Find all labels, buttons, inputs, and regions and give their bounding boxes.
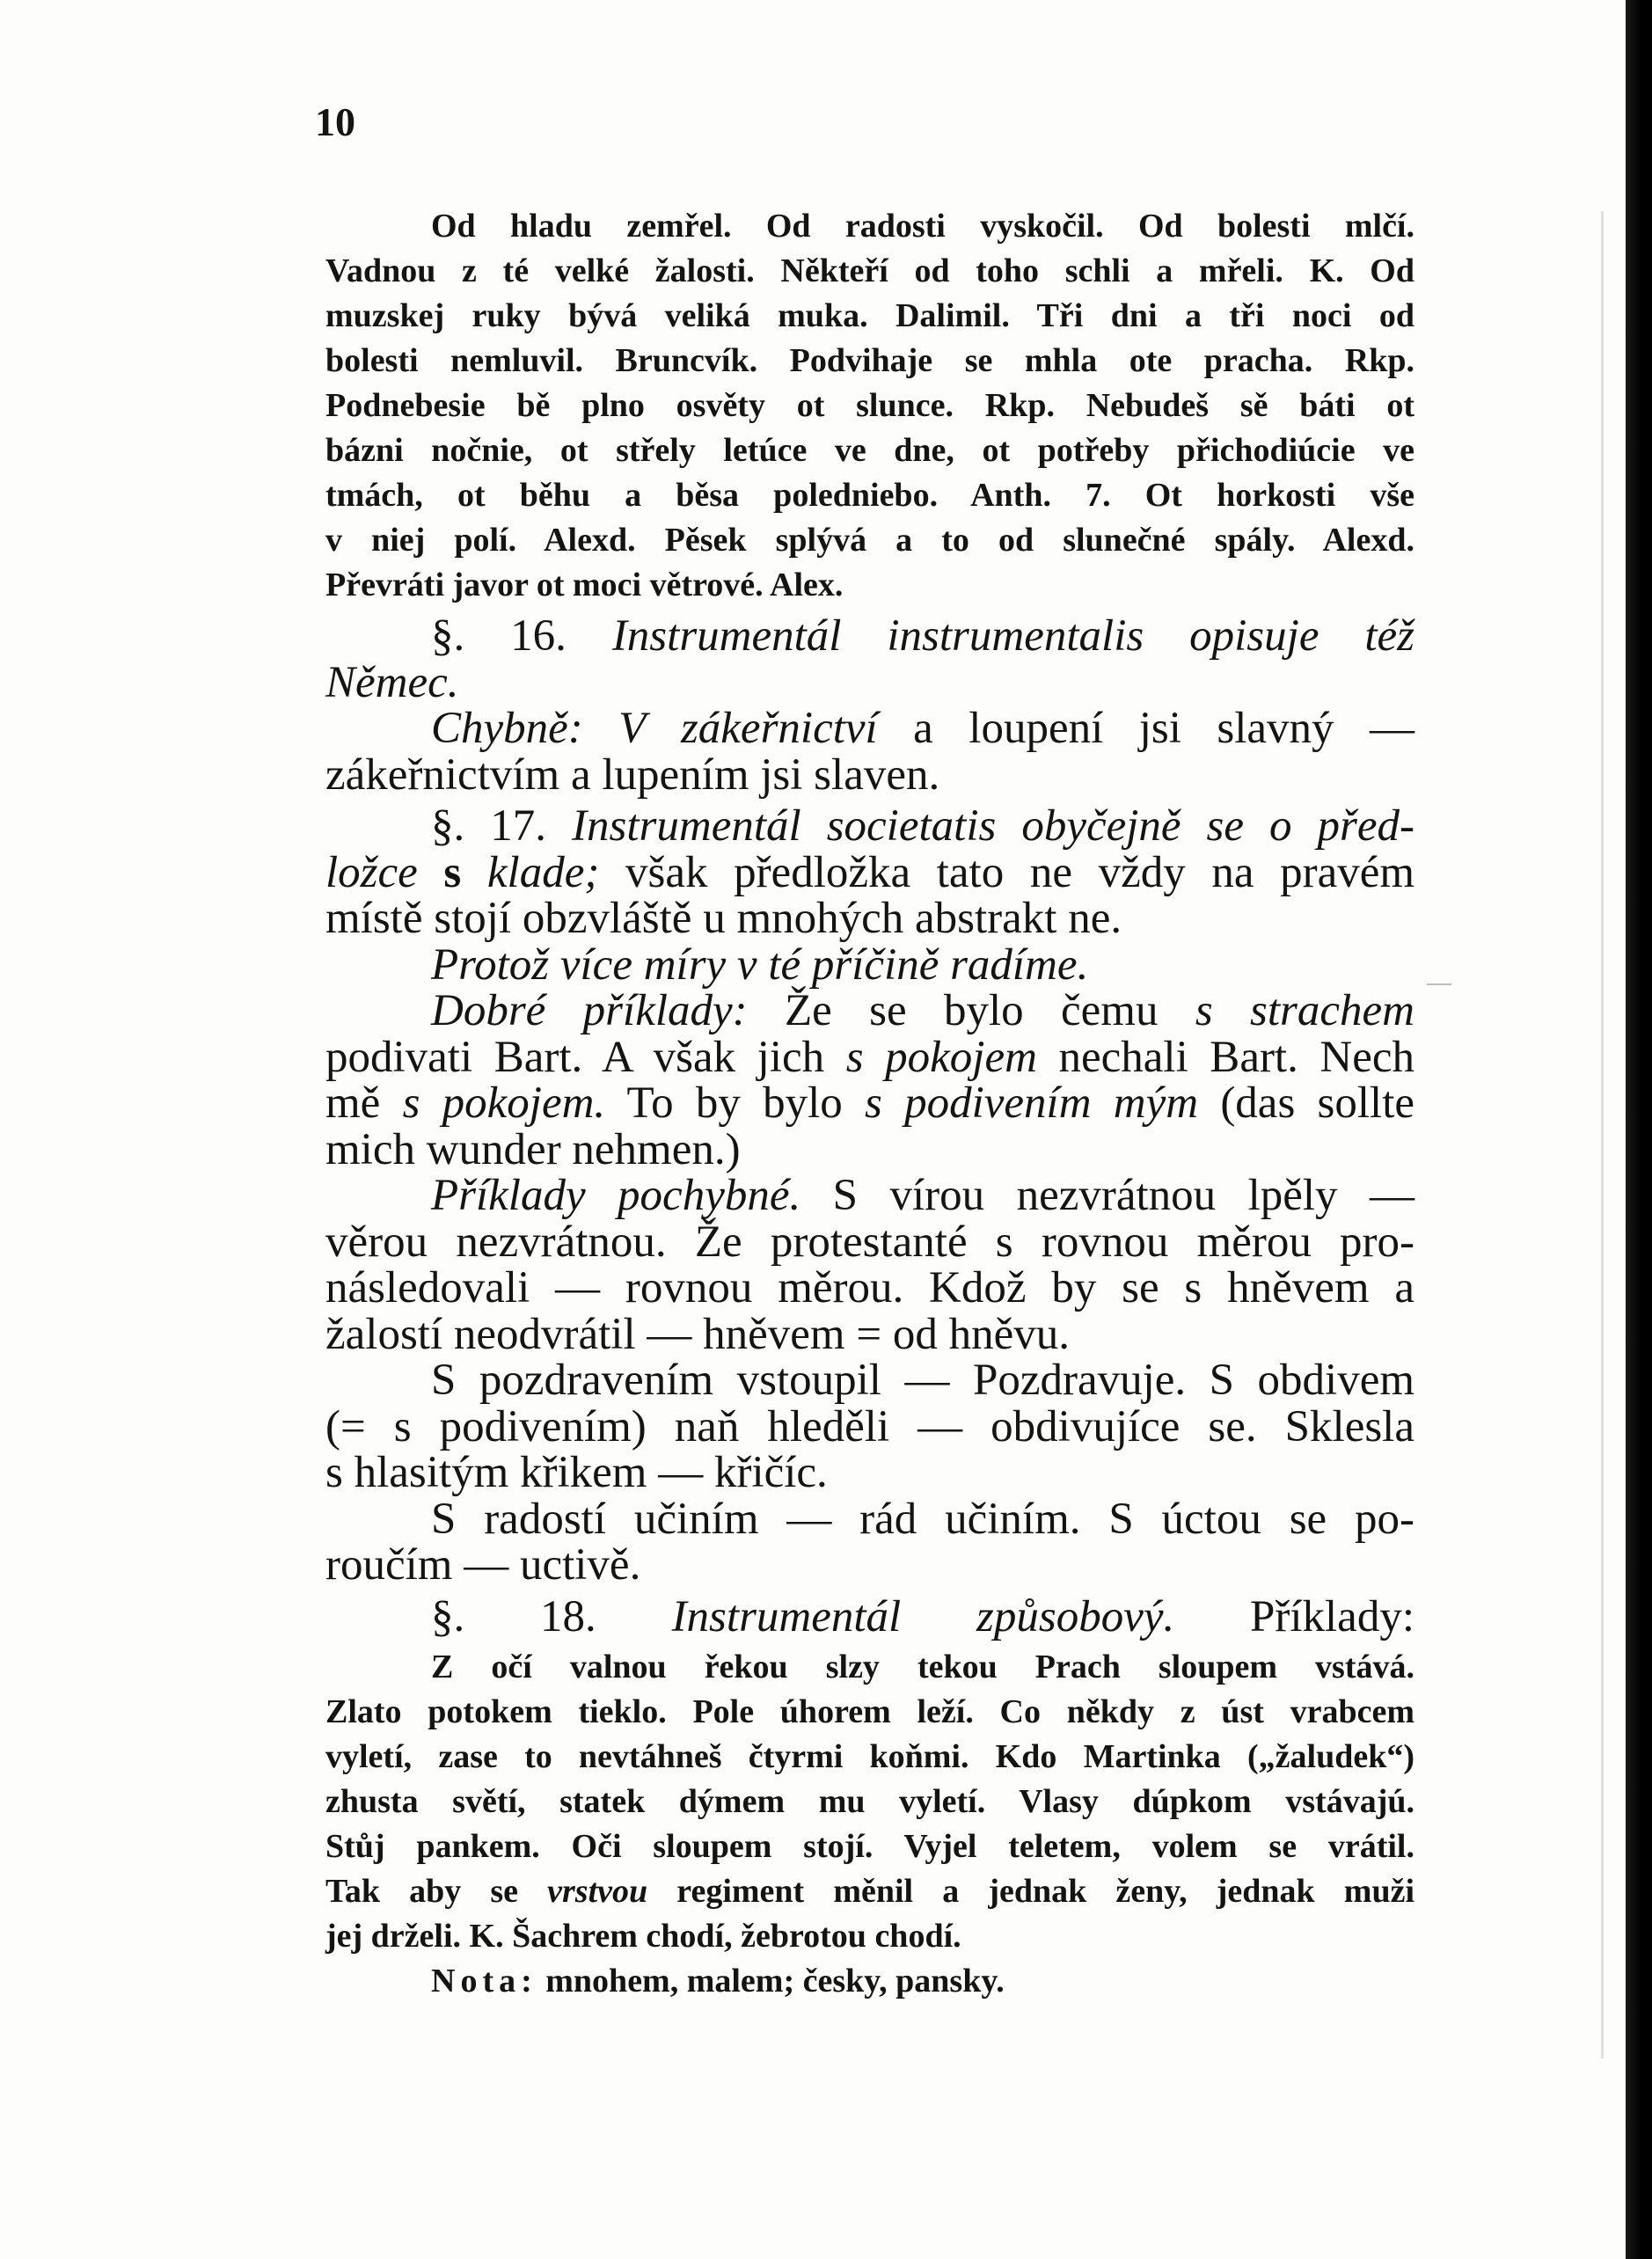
text-line: jej drželi. K. Šachrem chodí, žebrotou chodí. (325, 1918, 961, 1955)
example-list (325, 1645, 1414, 2004)
section-18 (325, 1591, 1415, 2005)
section-number: §. 16. (431, 611, 567, 661)
greeting-examples: S pozdravením vstoupil — Pozdravuje. S obdivem (431, 1356, 1414, 1405)
wrong-example-cont: zákeřnictvím a lupením jsi slaven. (325, 749, 940, 800)
section-heading: §. 18. Instrumentál způsobový. Příklady: (431, 1591, 1414, 1641)
text-line: Podnebesie bě plno osvěty ot slunce. Rkp. Nebudeš sě báti ot (325, 387, 1414, 424)
section-number: §. 17. (431, 801, 547, 851)
text-line: v niej polí. Alexd. Pěsek splývá a to od slunečné spály. Alexd. (325, 522, 1414, 559)
greeting-examples-cont: s hlasitým křikem — křičíc. (325, 1448, 828, 1497)
page-number: 10 (315, 99, 355, 144)
text-line: vyletí, zase to nevtáhneš čtyrmi koňmi. Kdo Martinka („žaludek“) (325, 1738, 1414, 1775)
joy-examples: S radostí učiním — rád učiním. S úctou se po- (431, 1494, 1414, 1544)
page-binding-edge (1626, 0, 1652, 2259)
doubtful-examples-cont: následovali — rovnou měrou. Kdož by se s hněvem a (325, 1263, 1414, 1312)
section-heading-cont: místě stojí obzvláště u mnohých abstrakt ne. (325, 894, 1122, 943)
text-line: bázni nočnie, ot střely letúce ve dne, ot potřeby přichodiúcie ve (325, 432, 1414, 469)
text-line: Vadnou z té velké žalosti. Někteří od toho schli a mřeli. K. Od (325, 252, 1414, 289)
text-line: zhusta světí, statek dýmem mu vyletí. Vlasy dúpkom vstávajú. (325, 1783, 1414, 1820)
section-17 (325, 803, 1414, 1589)
text-line: muzskej ruky bývá veliká muka. Dalimil. Tři dni a tři noci od (325, 297, 1414, 334)
greeting-examples-cont: (= s podivením) naň hleděli — obdivujíce se. Sklesla (325, 1401, 1414, 1451)
text-line: Převráti javor ot moci větrové. Alex. (325, 567, 844, 603)
good-examples-cont: podivati Bart. A však jich s pokojem nechali Bart. Nech (325, 1032, 1415, 1082)
example-paragraph-ablative (325, 204, 1414, 608)
good-examples-cont: mě s pokojem. To by bylo s podivením mým (das sollte (325, 1078, 1415, 1128)
section-heading-cont: Němec. (325, 657, 459, 707)
section-heading: §. 16. Instrumentál instrumentalis opisuje též (431, 611, 1415, 661)
section-heading-cont: ložce s klade; však předložka tato ne vždy na pravém (325, 847, 1415, 897)
section-heading: §. 17. Instrumentál societatis obyčejně se o před- (431, 801, 1415, 851)
good-examples: Dobré příklady: Že se bylo čemu s strachem (431, 986, 1414, 1035)
text-line: tmách, ot běhu a běsa poledniebo. Anth. 7. Ot horkosti vše (325, 477, 1414, 514)
doubtful-examples-cont: věrou nezvrátnou. Že protestanté s rovnou měrou pro- (325, 1217, 1414, 1267)
text-line: Stůj pankem. Oči sloupem stojí. Vyjel teletem, volem se vrátil. (325, 1828, 1414, 1865)
scan-artifact-mark (1427, 983, 1451, 985)
text-line: Zlato potokem tieklo. Pole úhorem leží. Co někdy z úst vrabcem (325, 1693, 1414, 1730)
good-examples-cont: mich wunder nehmen.) (325, 1124, 741, 1174)
section-number: §. 18. (431, 1591, 596, 1641)
doubtful-examples-cont: žalostí neodvrátil — hněvem = od hněvu. (325, 1309, 1070, 1359)
nota-line: Nota: mnohem, malem; česky, pansky. (431, 1963, 1005, 1999)
scan-artifact-mark (1601, 211, 1604, 2058)
text-line: bolesti nemluvil. Bruncvík. Podvihaje se mhla ote pracha. Rkp. (325, 342, 1414, 379)
text-line: Od hladu zemřel. Od radosti vyskočil. Od bolesti mlčí. (431, 208, 1414, 245)
text-line: Tak aby se vrstvou regiment měnil a jednak ženy, jednak muži (325, 1873, 1415, 1910)
wrong-example: Chybně: V zákeřnictví a loupení jsi slavný — (431, 704, 1414, 753)
section-16 (325, 613, 1414, 798)
joy-examples-cont: roučím — uctivě. (325, 1540, 641, 1590)
page-body (325, 204, 1414, 2004)
recommendation-line: Protož více míry v té příčině radíme. (431, 939, 1089, 990)
text-line: Z očí valnou řekou slzy tekou Prach sloupem vstává. (431, 1649, 1414, 1685)
doubtful-examples: Příklady pochybné. S vírou nezvrátnou lpěly — (431, 1171, 1414, 1220)
